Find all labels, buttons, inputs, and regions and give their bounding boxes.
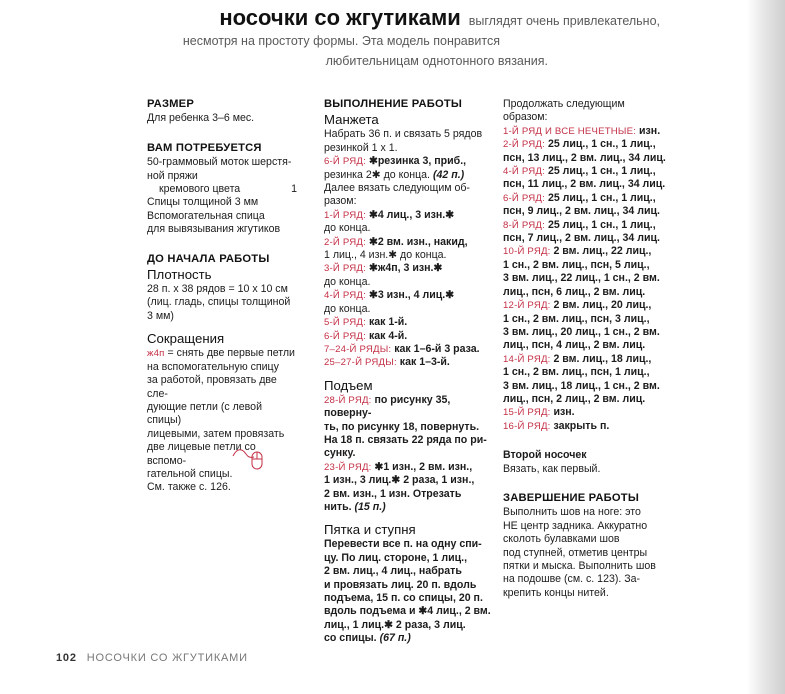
materials-line: Спицы толщиной 3 мм [147, 196, 259, 209]
row-line: лиц., псн, 6 лиц., 2 вм. лиц. [503, 285, 646, 298]
heel-line: со спицы. (67 п.) [324, 632, 411, 645]
row-line: 2-Й РЯД: ✱2 вм. изн., накид, [324, 235, 468, 248]
materials-qty: 1 [291, 183, 297, 196]
column-left [147, 98, 297, 495]
abbr-line: ж4п = снять две первые петли [147, 347, 295, 360]
row-line: 3-Й РЯД: ✱ж4п, 3 изн.✱ [324, 262, 443, 275]
column-right [503, 98, 673, 600]
heel-title: Пятка и ступня [324, 522, 416, 538]
materials-line: ной пряжи [147, 169, 198, 182]
then-line: разом: [324, 195, 357, 208]
intro-line-2: несмотря на простоту формы. Эта модель понравится [182, 34, 500, 48]
row-line: 2 вм. изн., 1 изн. Отрезать [324, 487, 462, 500]
row-line: На 18 п. связать 22 ряда по ри- [324, 433, 487, 446]
row-line: 3 вм. лиц., 20 лиц., 1 сн., 2 вм. [503, 325, 660, 338]
finish-line: сколоть булавками шов [503, 533, 620, 546]
row-line: 6-Й РЯД: ✱резинка 3, приб., [324, 155, 467, 168]
row-line: 1-Й РЯД И ВСЕ НЕЧЕТНЫЕ: изн. [503, 124, 661, 137]
cont-line: образом: [503, 111, 548, 124]
heel-line: Перевести все п. на одну спи- [324, 538, 482, 551]
row-line: до конца. [324, 275, 371, 288]
row-line: 1 лиц., 4 изн.✱ до конца. [324, 249, 447, 262]
density-title: Плотность [147, 267, 212, 283]
materials-color-row [147, 183, 297, 196]
abbr-line: за работой, провязать две сле- [147, 374, 277, 400]
row-line: до конца. [324, 222, 371, 235]
column-middle [324, 98, 496, 646]
row-line: 1 сн., 2 вм. лиц., псн, 5 лиц., [503, 258, 650, 271]
row-line: 23-Й РЯД: ✱1 изн., 2 вм. изн., [324, 460, 473, 473]
cuff-line: Набрать 36 п. и связать 5 рядов [324, 128, 483, 141]
materials-line: для вывязывания жгутиков [147, 223, 281, 236]
finish-line: крепить концы нитей. [503, 586, 609, 599]
heel-line: вдоль подъема и ✱4 лиц., 2 вм. [324, 605, 491, 618]
cont-line: Продолжать следующим [503, 98, 625, 110]
row-line: 14-Й РЯД: 2 вм. лиц., 18 лиц., [503, 352, 652, 365]
materials-title: ВАМ ПОТРЕБУЕТСЯ [147, 141, 262, 154]
footer-title: НОСОЧКИ СО ЖГУТИКАМИ [86, 652, 248, 664]
finish-line: пятки и мыска. Выполнить шов [503, 560, 656, 572]
row-line: 4-Й РЯД: 25 лиц., 1 сн., 1 лиц., [503, 165, 656, 178]
heel-line: 2 вм. лиц., 4 лиц., набрать [324, 565, 462, 578]
row-line: 2-Й РЯД: 25 лиц., 1 сн., 1 лиц., [503, 138, 656, 151]
see-also-link[interactable]: См. также с. 126. [147, 481, 231, 494]
row-line: псн, 9 лиц., 2 вм. лиц., 34 лиц. [503, 205, 660, 218]
row-line: 1 изн., 3 лиц.✱ 2 раза, 1 изн., [324, 474, 475, 487]
row-line: псн, 7 лиц., 2 вм. лиц., 34 лиц. [503, 232, 660, 245]
second-sock-title: Второй носочек [503, 449, 587, 462]
materials-color: кремового цвета [159, 183, 241, 196]
row-line: нить. (15 п.) [324, 500, 386, 513]
abbr-code: ж4п [147, 348, 165, 360]
row-line: псн, 11 лиц., 2 вм. лиц., 34 лиц. [503, 178, 666, 191]
row-line: псн, 13 лиц., 2 вм. лиц., 34 лиц. [503, 151, 666, 164]
intro-header [0, 5, 660, 71]
size-title: РАЗМЕР [147, 98, 195, 110]
density-line: 28 п. х 38 рядов = 10 х 10 см [147, 283, 288, 296]
mouse-pointer-icon [232, 444, 266, 472]
before-title: ДО НАЧАЛА РАБОТЫ [147, 252, 270, 265]
row-line: 7–24-Й РЯДЫ: как 1–6-й 3 раза. [324, 342, 480, 355]
row-line: 1 сн., 2 вм. лиц., псн, 3 лиц., [503, 312, 650, 325]
density-line: 3 мм) [147, 309, 174, 322]
heel-line: подъема, 15 п. со спицы, 20 п. [324, 592, 483, 604]
abbr-line: две лицевые петли со вспомо- [147, 441, 256, 467]
row-line: 6-Й РЯД: 25 лиц., 1 сн., 1 лиц., [503, 191, 656, 204]
page-title: носочки со жгутиками [219, 5, 461, 30]
row-line: 5-Й РЯД: как 1-й. [324, 316, 408, 329]
heel-line: и провязать лиц. 20 п. вдоль [324, 578, 477, 591]
cuff-line: резинкой 1 х 1. [324, 141, 398, 154]
row-line: лиц., псн, 2 лиц., 2 вм. лиц. [503, 392, 646, 405]
row-line: сунку. [324, 447, 356, 460]
abbr-line: лицевыми, затем провязать [147, 427, 285, 440]
row-line: 4-Й РЯД: ✱3 изн., 4 лиц.✱ [324, 289, 455, 302]
abbr-title: Сокращения [147, 331, 225, 347]
row-line: 10-Й РЯД: 2 вм. лиц., 22 лиц., [503, 245, 652, 258]
row-line: ть, по рисунку 18, повернуть. [324, 420, 480, 433]
density-line: (лиц. гладь, спицы толщиной [147, 296, 291, 309]
abbr-line: дующие петли (с левой спицы) [147, 400, 262, 427]
finish-line: НЕ центр задника. Аккуратно [503, 519, 648, 532]
page-edge-shadow [747, 0, 785, 694]
row-line: 8-Й РЯД: 25 лиц., 1 сн., 1 лиц., [503, 218, 656, 231]
page-number: 102 [56, 652, 77, 664]
row-line: 1 сн., 2 вм. лиц., псн, 1 лиц., [503, 366, 650, 379]
work-title: ВЫПОЛНЕНИЕ РАБОТЫ [324, 98, 463, 110]
cuff-title: Манжета [324, 112, 379, 128]
abbr-line: гательной спицы. [147, 467, 233, 480]
row-line: 28-Й РЯД: по рисунку 35, поверну- [324, 393, 451, 420]
row-line: резинка 2✱ до конца. (42 п.) [324, 168, 465, 181]
size-text: Для ребенка 3–6 мес. [147, 112, 255, 125]
row-line: 3 вм. лиц., 22 лиц., 1 сн., 2 вм. [503, 272, 660, 285]
lift-title: Подъем [324, 377, 373, 393]
finish-line: на подошве (см. с. 123). За- [503, 573, 641, 586]
row-line: до конца. [324, 302, 371, 315]
then-line: Далее вязать следующим об- [324, 182, 470, 195]
row-line: 1-Й РЯД: ✱4 лиц., 3 изн.✱ [324, 208, 455, 221]
finish-line: под ступней, отметив центры [503, 546, 648, 559]
intro-line-3: любительницам однотонного вязания. [325, 54, 548, 68]
second-sock-text: Вязать, как первый. [503, 462, 601, 475]
row-line: 6-Й РЯД: как 4-й. [324, 329, 408, 342]
row-line: 25–27-Й РЯДЫ: как 1–3-й. [324, 356, 450, 369]
row-line: 3 вм. лиц., 18 лиц., 1 сн., 2 вм. [503, 379, 660, 392]
heel-line: цу. По лиц. стороне, 1 лиц., [324, 551, 468, 564]
materials-line: Вспомогательная спица [147, 209, 265, 222]
row-line: 15-Й РЯД: изн. [503, 406, 575, 419]
heel-line: лиц., 1 лиц.✱ 2 раза, 3 лиц. [324, 618, 466, 631]
row-line: 12-Й РЯД: 2 вм. лиц., 20 лиц., [503, 299, 652, 312]
finish-title: ЗАВЕРШЕНИЕ РАБОТЫ [503, 491, 639, 504]
materials-line: 50-граммовый моток шерстя- [147, 156, 292, 169]
row-line: лиц., псн, 4 лиц., 2 вм. лиц. [503, 339, 646, 352]
intro-line-1: выглядят очень привлекательно, [468, 14, 660, 28]
row-line: 16-Й РЯД: закрыть п. [503, 419, 610, 432]
finish-line: Выполнить шов на ноге: это [503, 506, 641, 519]
abbr-line: на вспомогательную спицу [147, 360, 279, 373]
page-footer [56, 652, 248, 664]
